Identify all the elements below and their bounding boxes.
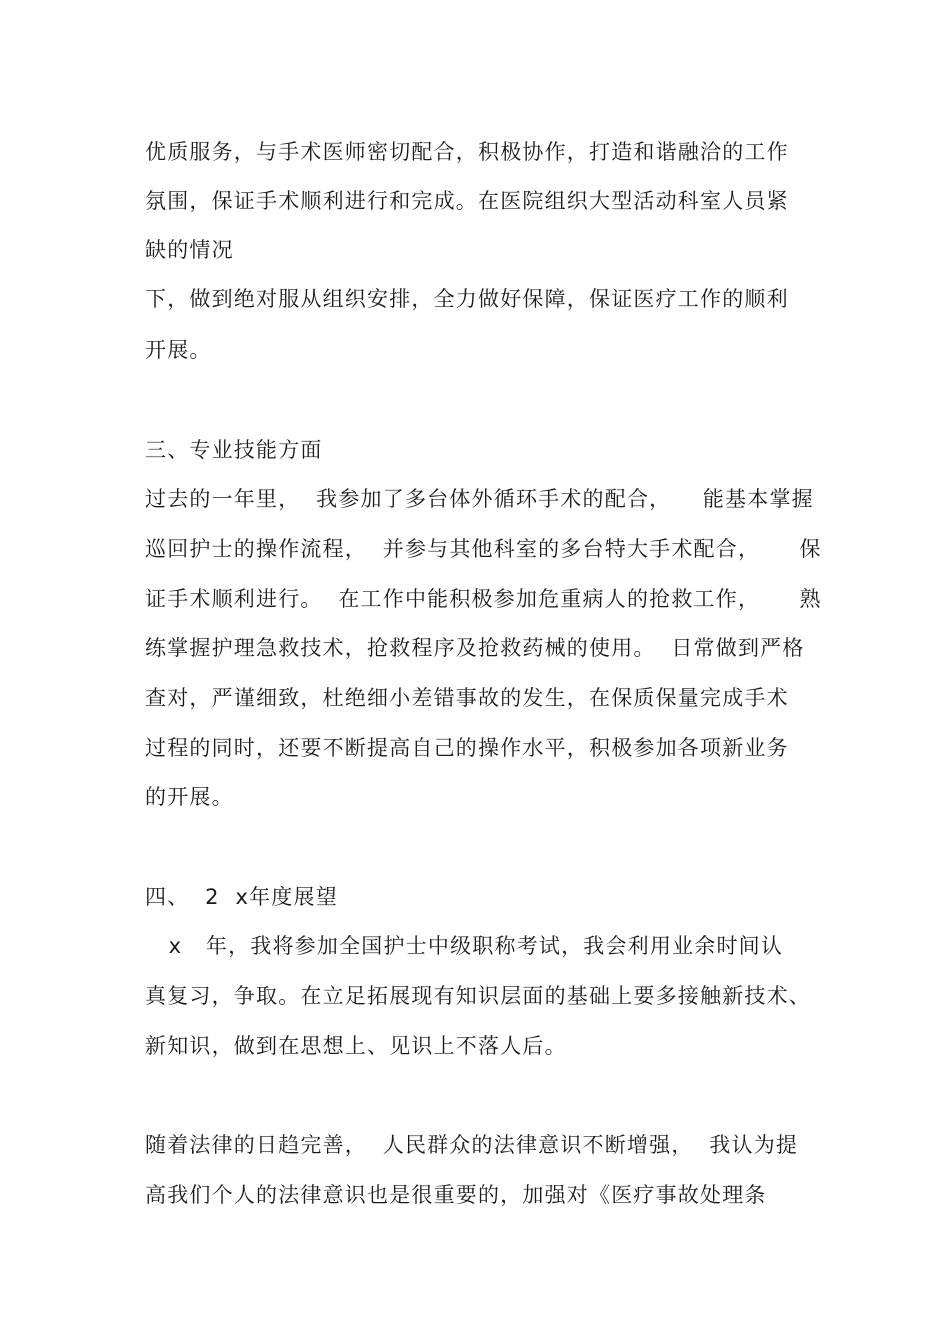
text-line: 高我们个人的法律意识也是很重要的，加强对《医疗事故处理条 [145,1183,767,1207]
text-line: 的开展。 [145,785,234,809]
text-line: 优质服务，与手术医师密切配合，积极协作，打造和谐融洽的工作 [145,140,789,164]
text-line: 开展。 [145,338,212,362]
section-heading: 三、专业技能方面 [145,438,323,462]
text-line: 过程的同时，还要不断提高自己的操作水平，积极参加各项新业务 [145,736,789,760]
text-line: 过去的一年里， 我参加了多台体外循环手术的配合， 能基本掌握 [145,487,814,511]
text-line: 氛围，保证手术顺利进行和完成。在医院组织大型活动科室人员紧 [145,189,789,213]
text-line: x 年，我将参加全国护士中级职称考试，我会利用业余时间认 [145,934,784,958]
text-line: 新知识，做到在思想上、见识上不落人后。 [145,1034,567,1058]
text-line: 查对，严谨细致，杜绝细小差错事故的发生，在保质保量完成手术 [145,686,789,710]
text-line: 巡回护士的操作流程， 并参与其他科室的多台特大手术配合， 保 [145,537,822,561]
section-heading: 四、 2 x年度展望 [145,885,338,909]
text-line: 缺的情况 [145,238,234,262]
text-line: 下，做到绝对服从组织安排，全力做好保障，保证医疗工作的顺利 [145,287,789,311]
text-line: 练掌握护理急救技术，抢救程序及抢救药械的使用。 日常做到严格 [145,636,805,660]
text-line: 真复习，争取。在立足拓展现有知识层面的基础上要多接触新技术、 [145,984,811,1008]
text-line: 随着法律的日趋完善， 人民群众的法律意识不断增强， 我认为提 [145,1133,799,1157]
text-line: 证手术顺利进行。 在工作中能积极参加危重病人的抢救工作， 熟 [145,587,822,611]
